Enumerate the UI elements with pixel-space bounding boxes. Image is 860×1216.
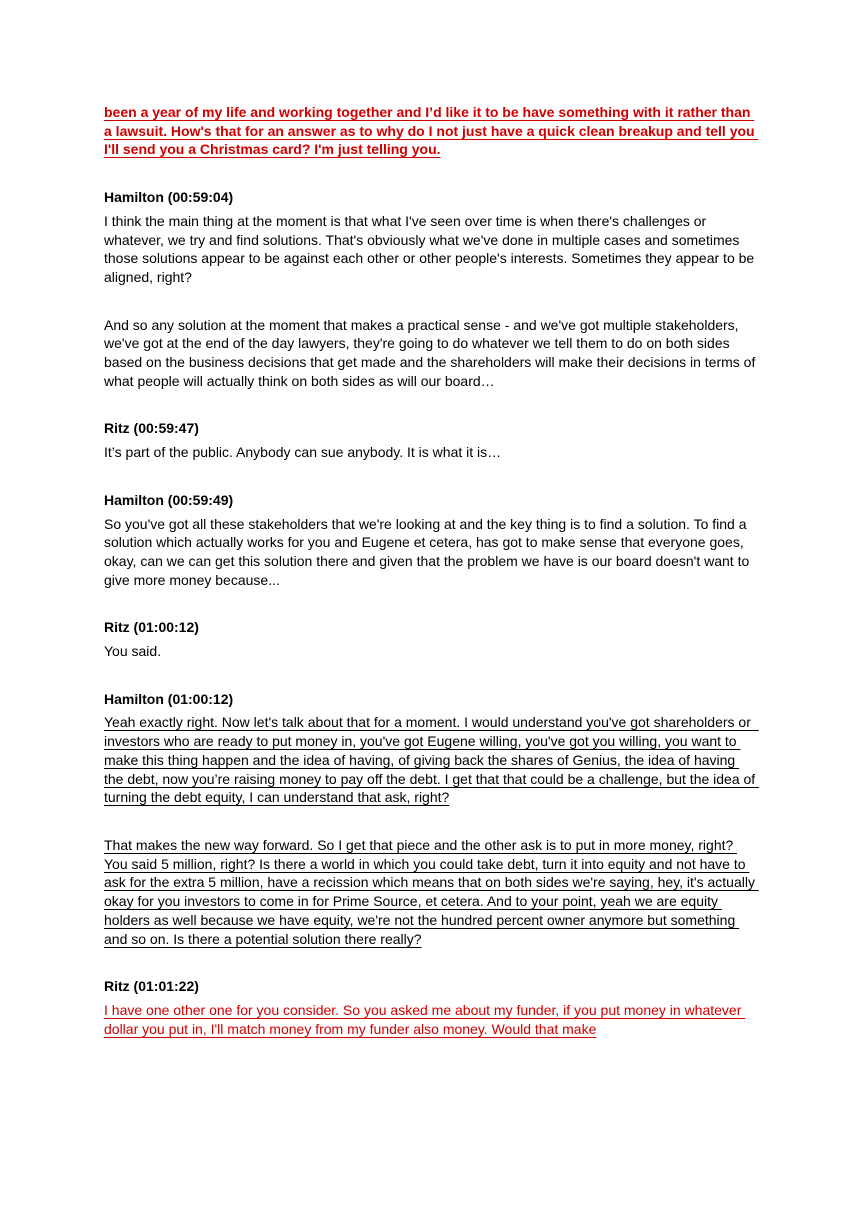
transcript-paragraph: I have one other one for you consider. So you asked me about my funder, if you put money in whatever dollar you put in, I'll match money from my funder also money. Would that make <box>104 1001 746 1037</box>
transcript-paragraph: I think the main thing at the moment is that what I've seen over time is when there's challenges or whatever, we try and find solutions. That's obviously what we've done in multiple cases and sometimes those solutions appear to be against each other or other people's interests. Sometimes they appear to be aligned, right? <box>104 212 759 285</box>
transcript-paragraph: Yeah exactly right. Now let's talk about that for a moment. I would understand you've got shareholders or investors who are ready to put money in, you've got Eugene willing, you've got you willing, you want to make this thing happen and the idea of having, of giving back the shares of Genius, the idea of having the debt, now you’re raising money to pay off the debt. I get that that could be a challenge, but the idea of turning the debt equity, I can understand that ask, right? <box>104 714 760 806</box>
speaker-heading: Hamilton (00:59:04) <box>104 189 234 206</box>
speaker-heading: Ritz (01:01:22) <box>104 978 199 995</box>
transcript-blocks <box>104 188 760 1038</box>
speaker-heading: Hamilton (00:59:49) <box>104 491 234 508</box>
transcript-paragraph: You said. <box>104 643 162 660</box>
leading-paragraph: been a year of my life and working together and I’d like it to be have something with it rather than a lawsuit. How's that for an answer as to why do I not just have a quick clean breakup and tell you I'll send you a Christmas card? I'm just telling you. <box>104 104 759 158</box>
speaker-heading: Hamilton (01:00:12) <box>104 690 234 707</box>
transcript-paragraph: It’s part of the public. Anybody can sue anybody. It is what it is… <box>104 444 502 461</box>
transcript-paragraph: And so any solution at the moment that makes a practical sense - and we've got multiple stakeholders, we've got at the end of the day lawyers, they're going to do whatever we tell them to do on both sides based on the business decisions that get made and the shareholders will make their decisions in terms of what people will actually think on both sides as will our board… <box>104 316 760 389</box>
transcript-paragraph: So you've got all these stakeholders that we're looking at and the key thing is to find a solution. To find a solution which actually works for you and Eugene et cetera, has got to make sense that everyone goes, okay, can we can get this solution there and given that the problem we have is our board doesn't want to give more money because... <box>104 515 754 588</box>
transcript-paragraph: That makes the new way forward. So I get that piece and the other ask is to put in more money, right? You said 5 million, right? Is there a world in which you could take debt, turn it into equity and not have to ask for the extra 5 million, have a recission which means that on both sides we're saying, hey, it's actually okay for you investors to come in for Prime Source, et cetera. And to your point, yeah we are equity holders as well because we have equity, we're not the hundred percent owner anymore but something and so on. Is there a potential solution there really? <box>104 836 759 947</box>
speaker-heading: Ritz (01:00:12) <box>104 619 199 636</box>
speaker-heading: Ritz (00:59:47) <box>104 420 199 437</box>
